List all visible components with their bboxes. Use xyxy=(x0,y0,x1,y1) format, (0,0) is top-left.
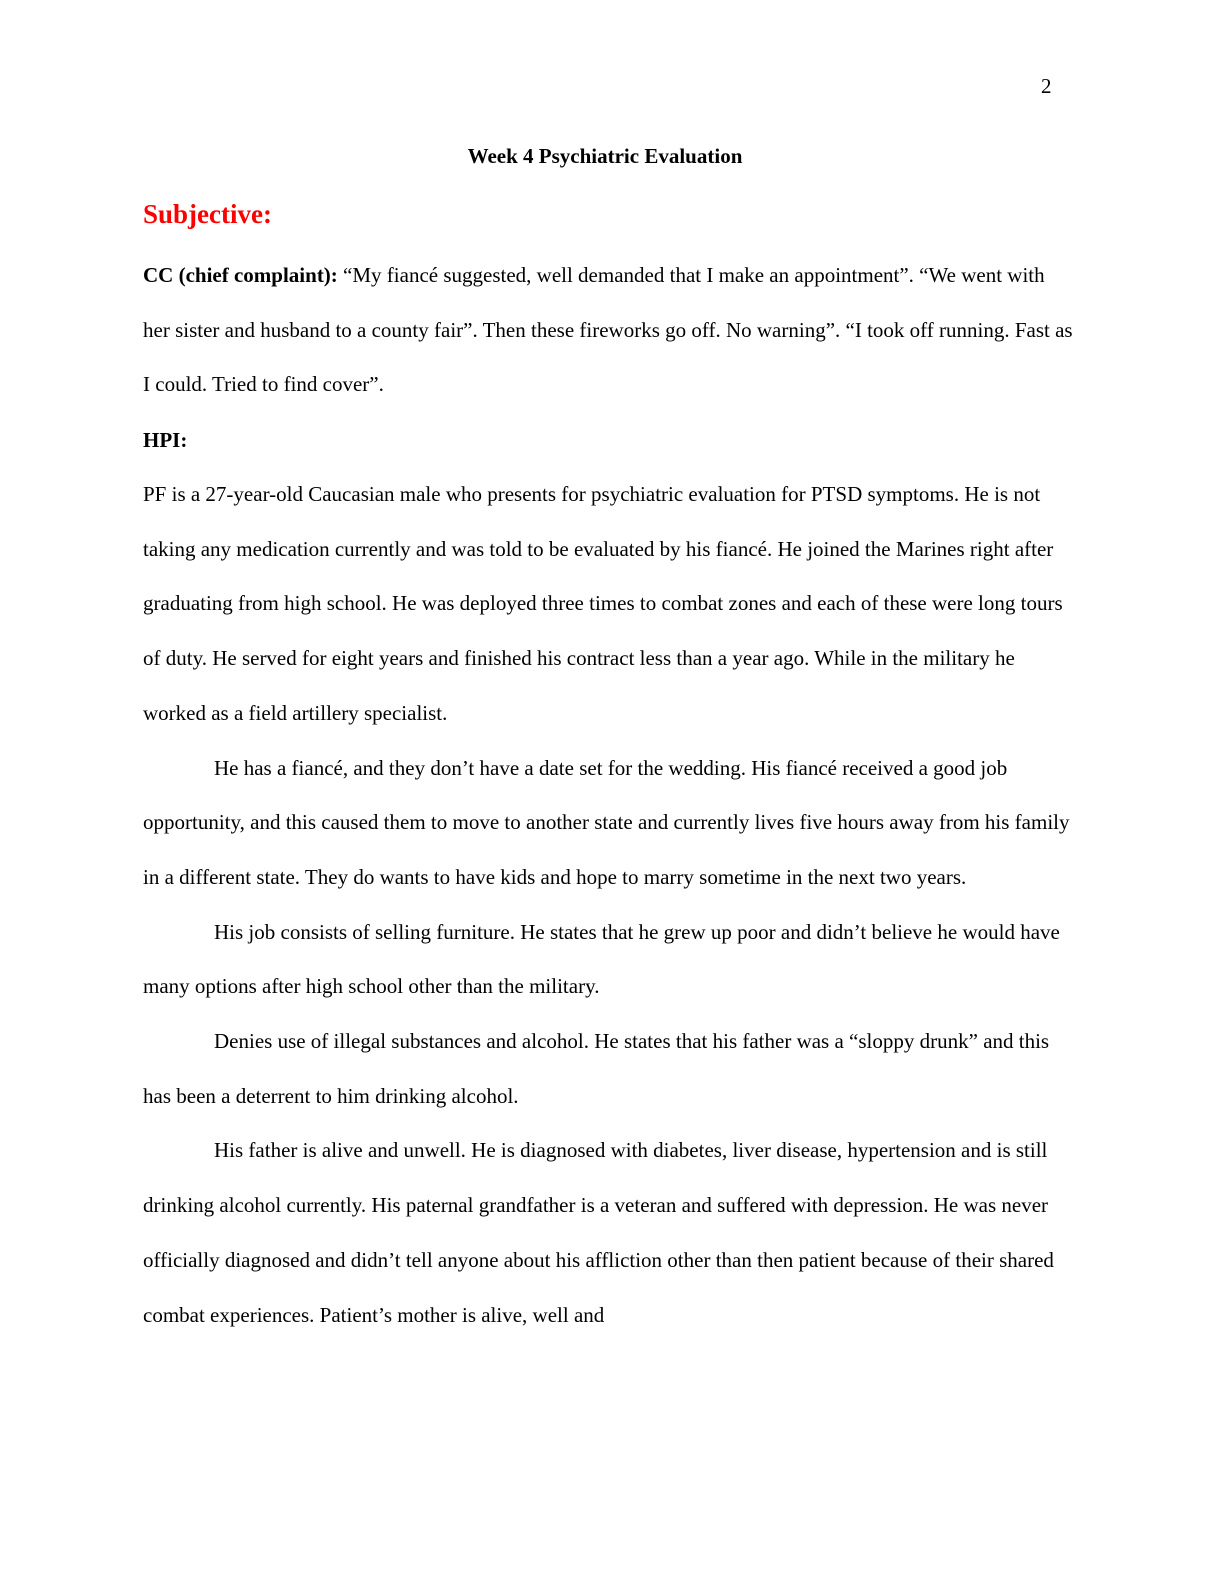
hpi-paragraph-2: He has a fiancé, and they don’t have a date set for the wedding. His fiancé received a good job opportunity, and this caused them to move to another state and currently lives five hours away from his family in a different state. They do wants to have kids and hope to marry sometime in the next two years. xyxy=(143,755,1070,889)
subjective-heading: Subjective: xyxy=(143,199,272,229)
chief-complaint-block xyxy=(143,248,1073,412)
hpi-paragraph-1: PF is a 27-year-old Caucasian male who presents for psychiatric evaluation for PTSD symptoms. He is not taking any medication currently and was told to be evaluated by his fiancé. He joined the Marines right after graduating from high school. He was deployed three times to combat zones and each of these were long tours of duty. He served for eight years and finished his contract less than a year ago. While in the military he worked as a field artillery specialist. xyxy=(143,482,1063,725)
hpi-paragraph-5: His father is alive and unwell. He is diagnosed with diabetes, liver disease, hypertension and is still drinking alcohol currently. His paternal grandfather is a veteran and suffered with depression. He was never officially diagnosed and didn’t tell anyone about his affliction other than then patient because of their shared combat experiences. Patient’s mother is alive, well and xyxy=(143,1138,1054,1327)
chief-complaint-text: “My fiancé suggested, well demanded that I make an appointment”. “We went with her sister and husband to a county fair”. Then these fireworks go off. No warning”. “I took off running. Fast as I could. Tried to find cover”. xyxy=(143,263,1073,397)
chief-complaint-paragraph xyxy=(143,248,1073,412)
chief-complaint-label: CC (chief complaint): xyxy=(143,263,338,287)
hpi-label: HPI: xyxy=(143,428,188,452)
hpi-paragraph-4: Denies use of illegal substances and alcohol. He states that his father was a “sloppy drunk” and this has been a deterrent to him drinking alcohol. xyxy=(143,1029,1050,1108)
hpi-paragraph-3: His job consists of selling furniture. He states that he grew up poor and didn’t believe he would have many options after high school other than the military. xyxy=(143,919,1060,999)
hpi-block xyxy=(143,467,1073,1342)
page-number: 2 xyxy=(1041,74,1052,98)
document-title: Week 4 Psychiatric Evaluation xyxy=(467,144,743,168)
